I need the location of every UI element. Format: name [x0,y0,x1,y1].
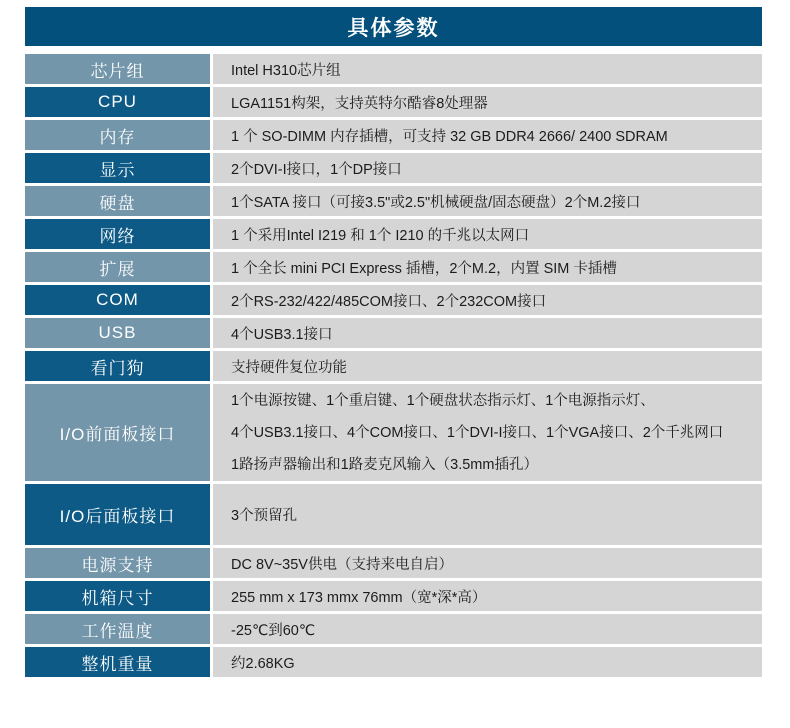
spec-row-storage [25,186,762,216]
spec-label: COM [25,285,210,315]
spec-row-expansion [25,252,762,282]
spec-row-watchdog [25,351,762,381]
spec-value: 1 个全长 mini PCI Express 插槽，2个M.2，内置 SIM 卡插槽 [213,252,762,282]
spec-row-rear-panel-io [25,484,762,545]
spec-row-cpu [25,87,762,117]
spec-value [213,384,762,481]
spec-table [25,54,762,677]
spec-row-weight [25,647,762,677]
spec-label: 网络 [25,219,210,249]
spec-row-usb [25,318,762,348]
spec-label: 整机重量 [25,647,210,677]
spec-value: 2个RS-232/422/485COM接口、2个232COM接口 [213,285,762,315]
spec-value: 4个USB3.1接口 [213,318,762,348]
spec-value: 3个预留孔 [213,484,762,545]
spec-value-line: 1路扬声器输出和1路麦克风输入（3.5mm插孔） [231,456,538,473]
spec-label: 显示 [25,153,210,183]
page-title [25,7,762,46]
spec-value: 255 mm x 173 mmx 76mm（宽*深*高） [213,581,762,611]
spec-row-dimensions [25,581,762,611]
spec-label: USB [25,318,210,348]
spec-row-memory [25,120,762,150]
spec-row-display [25,153,762,183]
spec-value: -25℃到60℃ [213,614,762,644]
spec-value: 约2.68KG [213,647,762,677]
spec-value: 2个DVI-I接口，1个DP接口 [213,153,762,183]
spec-label: 电源支持 [25,548,210,578]
spec-value: 1 个采用Intel I219 和 1个 I210 的千兆以太网口 [213,219,762,249]
spec-row-chipset [25,54,762,84]
spec-value: 1 个 SO-DIMM 内存插槽，可支持 32 GB DDR4 2666/ 2400 SDRAM [213,120,762,150]
spec-row-power [25,548,762,578]
spec-row-operating-temp [25,614,762,644]
spec-value-line: 4个USB3.1接口、4个COM接口、1个DVI-I接口、1个VGA接口、2个千兆网口 [231,424,724,441]
spec-row-com [25,285,762,315]
spec-label: I/O后面板接口 [25,484,210,545]
spec-label: CPU [25,87,210,117]
spec-row-network [25,219,762,249]
spec-value-line: 1个电源按键、1个重启键、1个硬盘状态指示灯、1个电源指示灯、 [231,392,655,409]
spec-label: 扩展 [25,252,210,282]
spec-label: 内存 [25,120,210,150]
spec-row-front-panel-io [25,384,762,481]
page-title-text: 具体参数 [347,16,440,40]
spec-value: LGA1151构架，支持英特尔酷睿8处理器 [213,87,762,117]
spec-label: I/O前面板接口 [25,384,210,481]
spec-value: 支持硬件复位功能 [213,351,762,381]
spec-label: 芯片组 [25,54,210,84]
spec-value: Intel H310芯片组 [213,54,762,84]
spec-label: 硬盘 [25,186,210,216]
spec-label: 工作温度 [25,614,210,644]
spec-label: 机箱尺寸 [25,581,210,611]
spec-value: 1个SATA 接口（可接3.5"或2.5"机械硬盘/固态硬盘）2个M.2接口 [213,186,762,216]
spec-value: DC 8V~35V供电（支持来电自启） [213,548,762,578]
spec-label: 看门狗 [25,351,210,381]
